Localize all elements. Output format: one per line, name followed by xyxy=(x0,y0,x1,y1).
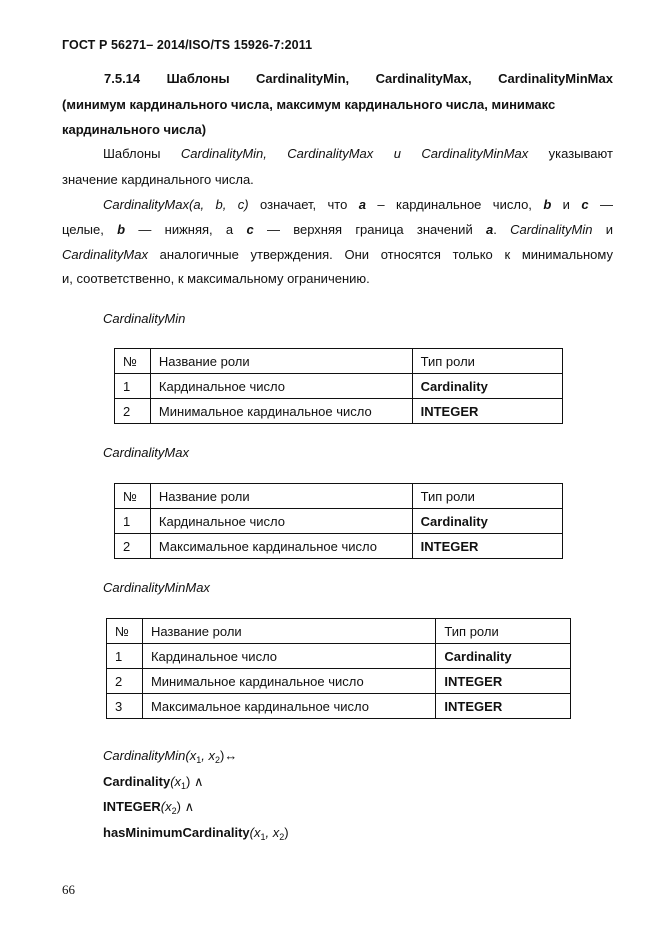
para2-line3 xyxy=(62,242,613,268)
section-title-term: CardinalityMax, xyxy=(375,71,472,86)
table-row xyxy=(107,669,571,694)
para-text: означает, что xyxy=(248,197,359,212)
table-cell: 1 xyxy=(107,644,143,669)
formula-term: INTEGER xyxy=(103,799,161,814)
table-cell: Максимальное кардинальное число xyxy=(142,694,435,719)
formula-line3 xyxy=(103,799,194,816)
formula-line1 xyxy=(103,748,237,765)
formula-text: , x xyxy=(201,748,215,763)
table-cell: Тип роли xyxy=(436,619,571,644)
para-var: c xyxy=(581,197,589,212)
table-cell: Cardinality xyxy=(412,374,562,399)
table-cardinality-min xyxy=(114,348,563,424)
para-var: a xyxy=(358,197,366,212)
table-cell: 2 xyxy=(115,534,151,559)
table-label-min: CardinalityMin xyxy=(103,311,186,326)
table-cell: 1 xyxy=(115,509,151,534)
table-cell: Тип роли xyxy=(412,349,562,374)
table-cell: INTEGER xyxy=(436,669,571,694)
para-text: и xyxy=(551,197,582,212)
table-cell: Название роли xyxy=(150,349,412,374)
para-text: аналогичные утверждения. Они относятся только к минимальному xyxy=(147,247,613,262)
para1-line2: значение кардинального числа. xyxy=(62,172,254,187)
table-row xyxy=(115,399,563,424)
table-cell: Cardinality xyxy=(436,644,571,669)
table-cell: Минимальное кардинальное число xyxy=(150,399,412,424)
table-cell: Название роли xyxy=(150,484,412,509)
table-row xyxy=(115,374,563,399)
table-cell: № xyxy=(107,619,143,644)
table-cell: Название роли xyxy=(142,619,435,644)
table-cell: Кардинальное число xyxy=(150,374,412,399)
formula-term: Cardinality xyxy=(103,774,171,789)
table-label-max: CardinalityMax xyxy=(103,445,189,460)
table-cardinality-max xyxy=(114,483,563,559)
formula-line2 xyxy=(103,774,204,791)
table-header-row xyxy=(115,484,563,509)
para2-line2 xyxy=(62,217,613,243)
table-row xyxy=(115,534,563,559)
formula-line4 xyxy=(103,825,289,842)
para-text: – кардинальное число, xyxy=(365,197,544,212)
para-var: a xyxy=(485,222,494,237)
formula-text: (x xyxy=(170,774,182,789)
para-term: CardinalityMin, xyxy=(180,146,267,161)
para-term: CardinalityMax xyxy=(103,197,189,212)
table-label-minmax: CardinalityMinMax xyxy=(103,580,210,595)
formula-text: (x xyxy=(185,748,197,763)
formula-sub: 2 xyxy=(214,755,220,765)
para1-line1 xyxy=(62,141,613,167)
formula-sub: 2 xyxy=(171,806,177,816)
table-cell: 3 xyxy=(107,694,143,719)
section-title-term: CardinalityMinMax xyxy=(498,71,613,86)
section-number-word: 7.5.14 Шаблоны xyxy=(104,71,230,86)
para-text: . xyxy=(493,222,511,237)
section-title-line3: кардинального числа) xyxy=(62,122,207,137)
table-cell: Минимальное кардинальное число xyxy=(142,669,435,694)
section-title-line1 xyxy=(62,66,613,92)
table-cell: INTEGER xyxy=(412,399,562,424)
formula-text: (x xyxy=(249,825,261,840)
para-text: целые, xyxy=(62,222,118,237)
formula-text: ) ∧ xyxy=(176,799,195,814)
table-cell: № xyxy=(115,349,151,374)
para-word: Шаблоны xyxy=(103,146,161,161)
page-number: 66 xyxy=(62,882,75,897)
para-var: b xyxy=(117,222,126,237)
para-word: и xyxy=(393,146,401,161)
formula-text: , x xyxy=(265,825,280,840)
document-header: ГОСТ Р 56271– 2014/ISO/TS 15926-7:2011 xyxy=(62,38,313,52)
table-cell: 2 xyxy=(107,669,143,694)
para2-line1 xyxy=(62,192,613,218)
table-cell: Кардинальное число xyxy=(142,644,435,669)
table-cell: Кардинальное число xyxy=(150,509,412,534)
table-cardinality-minmax xyxy=(106,618,571,719)
para-text: — верхняя граница значений xyxy=(253,222,486,237)
para-text: — xyxy=(588,197,613,212)
table-cell: 2 xyxy=(115,399,151,424)
para-var: c xyxy=(246,222,254,237)
formula-text: ) xyxy=(284,825,289,840)
formula-text: (x xyxy=(160,799,172,814)
para-word: указывают xyxy=(548,146,613,161)
para-text: и xyxy=(592,222,614,237)
para-text: — нижняя, а xyxy=(125,222,247,237)
table-header-row xyxy=(107,619,571,644)
para-term: CardinalityMax xyxy=(287,146,374,161)
para-term: CardinalityMax xyxy=(62,247,148,262)
section-title-term: CardinalityMin, xyxy=(255,71,350,86)
para-term: CardinalityMin xyxy=(510,222,593,237)
table-row xyxy=(107,694,571,719)
table-cell: Максимальное кардинальное число xyxy=(150,534,412,559)
table-cell: Cardinality xyxy=(412,509,562,534)
formula-text: ) ∧ xyxy=(186,774,204,789)
formula-sub: 1 xyxy=(196,755,202,765)
formula-sub: 2 xyxy=(279,832,285,842)
para-term: CardinalityMinMax xyxy=(421,146,529,161)
table-row xyxy=(107,644,571,669)
formula-term: hasMinimumCardinality xyxy=(103,825,250,840)
para-term: (a, b, c) xyxy=(188,197,249,212)
table-header-row xyxy=(115,349,563,374)
section-title-line2: (минимум кардинального числа, максимум кардинального числа, минимакс xyxy=(62,97,556,112)
para-var: b xyxy=(543,197,552,212)
table-cell: Тип роли xyxy=(412,484,562,509)
formula-sub: 1 xyxy=(260,832,266,842)
formula-term: CardinalityMin xyxy=(103,748,186,763)
formula-text: )↔ xyxy=(219,748,238,763)
table-cell: 1 xyxy=(115,374,151,399)
table-row xyxy=(115,509,563,534)
formula-sub: 1 xyxy=(181,781,187,791)
table-cell: INTEGER xyxy=(436,694,571,719)
para2-line4: и, соответственно, к максимальному ограничению. xyxy=(62,271,370,286)
table-cell: № xyxy=(115,484,151,509)
table-cell: INTEGER xyxy=(412,534,562,559)
